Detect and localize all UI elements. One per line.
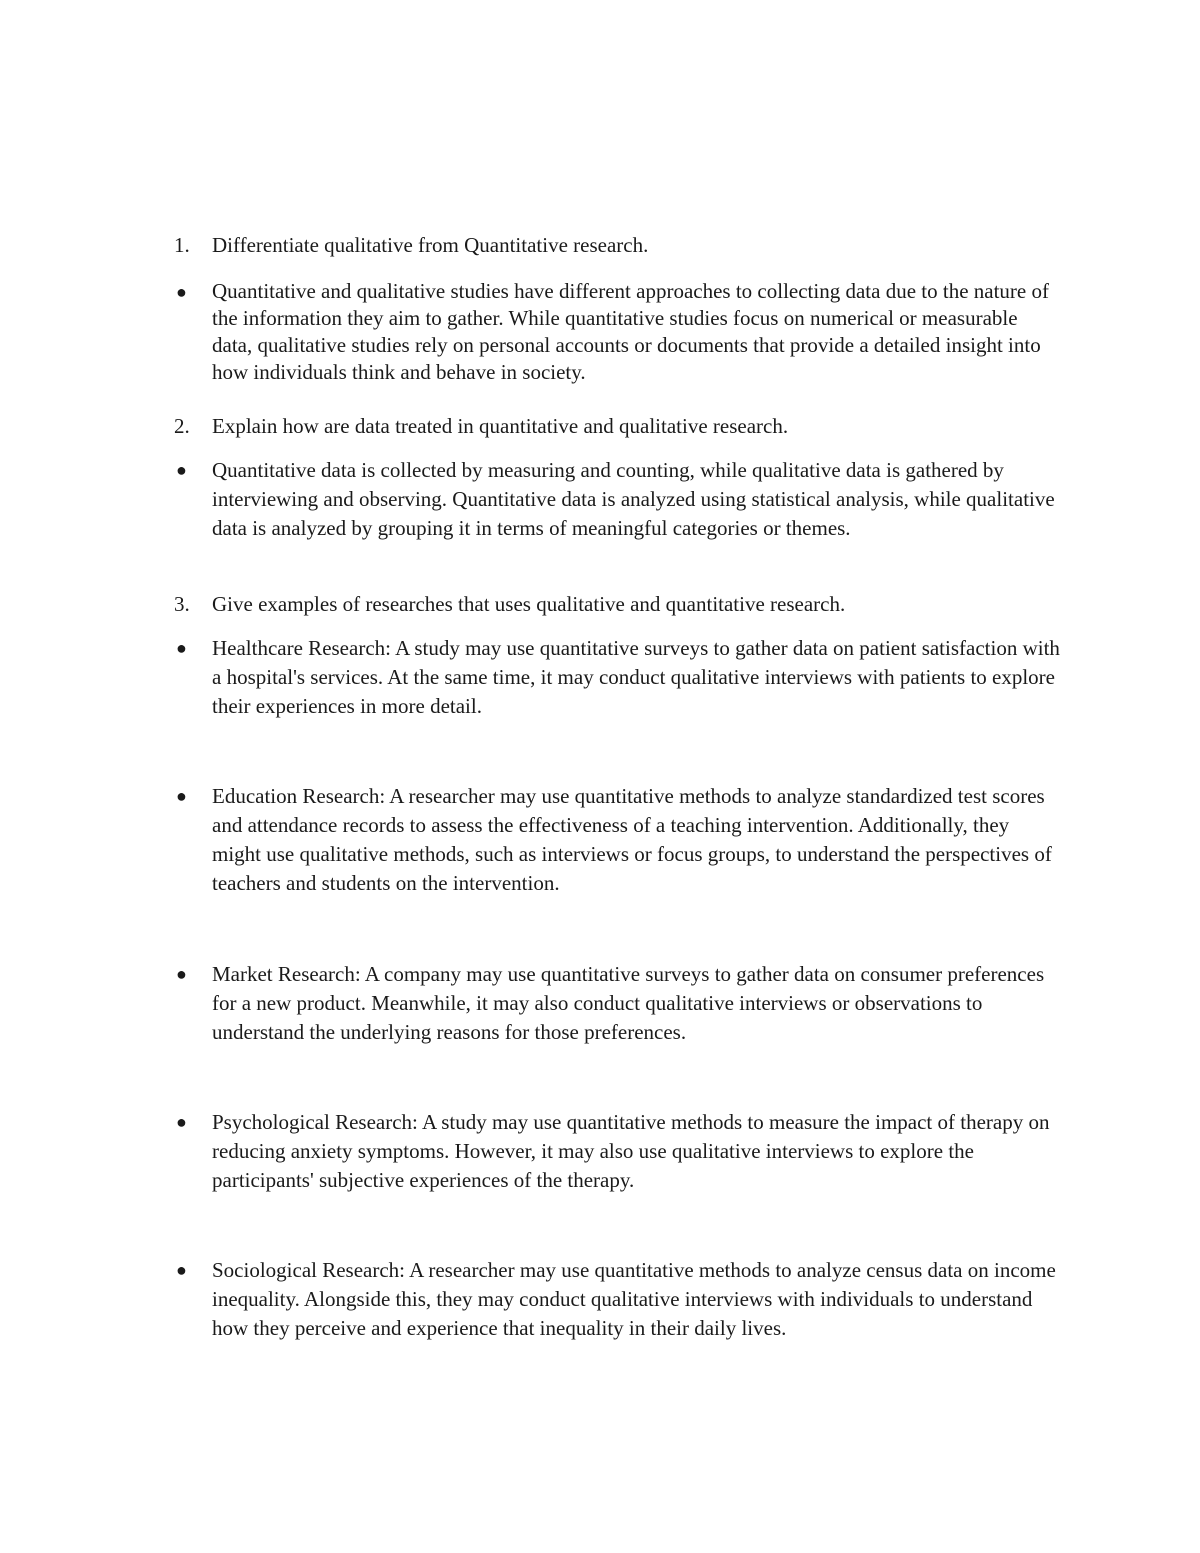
bullet-icon: ● bbox=[176, 460, 187, 480]
example-text: Sociological Research: A researcher may use quantitative methods to analyze census data on income inequality. Alongside this, they may conduct qualitative interviews with individuals to understand how they perceive and experience that inequality in their daily lives. bbox=[212, 1258, 1056, 1340]
question-text: Give examples of researches that uses qualitative and quantitative research. bbox=[212, 592, 846, 616]
list-number: 1. bbox=[174, 233, 190, 257]
example-text: Education Research: A researcher may use quantitative methods to analyze standardized test scores and attendance records to assess the effectiveness of a teaching intervention. Additionally, they might use qualitative methods, such as interviews or focus groups, to understand the perspectives of teachers and students on the intervention. bbox=[212, 784, 1052, 895]
question-text: Explain how are data treated in quantitative and qualitative research. bbox=[212, 414, 789, 438]
bullet-icon: ● bbox=[176, 964, 187, 984]
bullet-icon: ● bbox=[176, 638, 187, 658]
example-text: Healthcare Research: A study may use quantitative surveys to gather data on patient satisfaction with a hospital's services. At the same time, it may conduct qualitative interviews with patients to explore their experiences in more detail. bbox=[212, 636, 1060, 718]
bullet-icon: ● bbox=[176, 282, 187, 302]
bullet-icon: ● bbox=[176, 1112, 187, 1132]
example-text: Psychological Research: A study may use quantitative methods to measure the impact of therapy on reducing anxiety symptoms. However, it may also use qualitative interviews to explore the participants' subjective experiences of the therapy. bbox=[212, 1110, 1050, 1192]
question-text: Differentiate qualitative from Quantitative research. bbox=[212, 233, 649, 257]
answer-text: Quantitative data is collected by measuring and counting, while qualitative data is gathered by interviewing and observing. Quantitative data is analyzed using statistical analysis, while qualitative data is analyzed by grouping it in terms of meaningful categories or themes. bbox=[212, 458, 1055, 540]
answer-text: Quantitative and qualitative studies have different approaches to collecting data due to the nature of the information they aim to gather. While quantitative studies focus on numerical or measurable data, qualitative studies rely on personal accounts or documents that provide a detailed insight into how individuals think and behave in society. bbox=[212, 279, 1049, 384]
example-text: Market Research: A company may use quantitative surveys to gather data on consumer preferences for a new product. Meanwhile, it may also conduct qualitative interviews or observations to understand the underlying reasons for those preferences. bbox=[212, 962, 1045, 1044]
list-number: 2. bbox=[174, 414, 190, 438]
list-number: 3. bbox=[174, 592, 190, 616]
bullet-icon: ● bbox=[176, 1260, 187, 1280]
bullet-icon: ● bbox=[176, 786, 187, 806]
